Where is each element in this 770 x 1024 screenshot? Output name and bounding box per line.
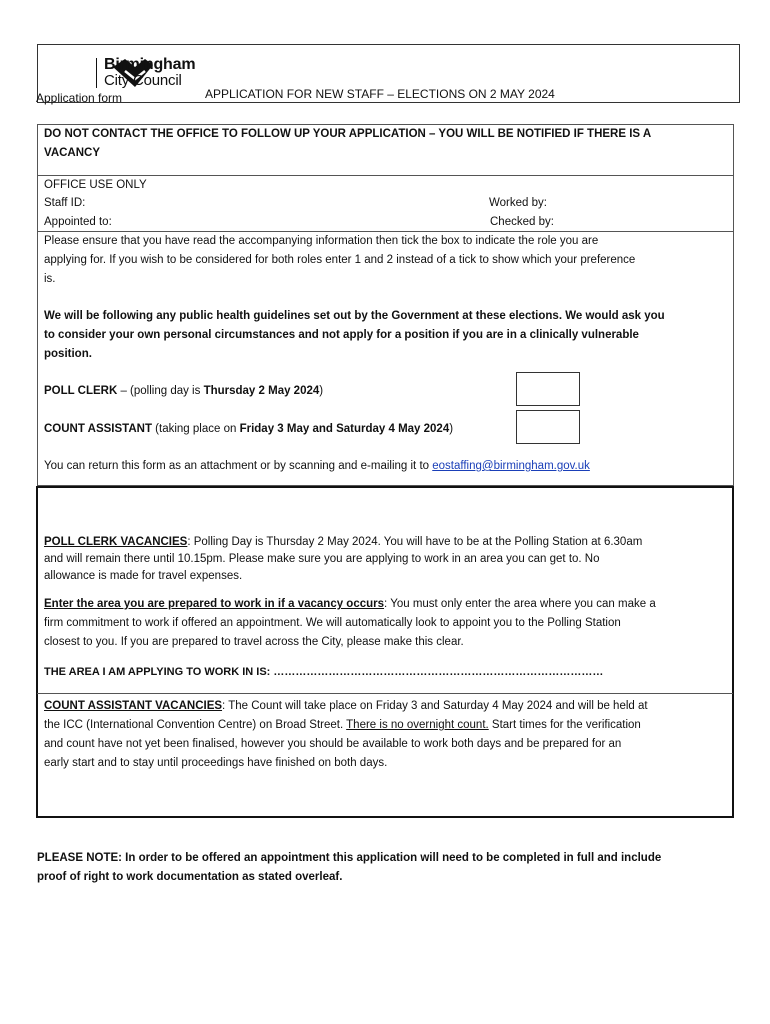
health-line-3: position.: [44, 348, 92, 360]
notice-line-2: VACANCY: [44, 147, 101, 159]
area-line-3: closest to you. If you are prepared to travel across the City, please make this clear.: [44, 636, 464, 648]
logo-text-city-council: City Council: [104, 72, 182, 89]
poll-vacancies-line-3: allowance is made for travel expenses.: [44, 570, 243, 582]
form-title: APPLICATION FOR NEW STAFF – ELECTIONS ON 2 MAY 2024: [205, 87, 555, 101]
office-use-heading: OFFICE USE ONLY: [44, 179, 147, 191]
logo-divider: [96, 58, 97, 88]
health-line-1: We will be following any public health guidelines set out by the Government at these elections. We would ask you: [44, 310, 665, 322]
appointed-to-field[interactable]: Appointed to:: [44, 216, 112, 228]
instructions-line-3: is.: [44, 273, 56, 285]
area-line-1: Enter the area you are prepared to work in if a vacancy occurs: You must only enter the area where you can make a: [44, 598, 656, 610]
instructions-line-2: applying for. If you wish to be considered for both roles enter 1 and 2 instead of a tick to show which your preference: [44, 254, 636, 266]
footer-note-line-2: proof of right to work documentation as stated overleaf.: [37, 871, 343, 883]
instructions-line-1: Please ensure that you have read the accompanying information then tick the box to indicate the role you are: [44, 235, 599, 247]
logo-text-birmingham: Birmingham: [104, 56, 196, 73]
return-instructions: You can return this form as an attachment or by scanning and e-mailing it to eostaffing@birmingham.gov.uk: [44, 460, 590, 472]
document-type-label: Application form: [36, 91, 123, 105]
checked-by-field[interactable]: Checked by:: [490, 216, 554, 228]
poll-vacancies-line-2: and will remain there until 10.15pm. Please make sure you are applying to work in an area you can get to. No: [44, 553, 600, 565]
count-assistant-role-label: COUNT ASSISTANT (taking place on Friday 3 May and Saturday 4 May 2024): [44, 423, 454, 435]
health-line-2: to consider your own personal circumstances and not apply for a position if you are in a clinically vulnerable: [44, 329, 639, 341]
poll-vacancies-line-1: POLL CLERK VACANCIES: Polling Day is Thursday 2 May 2024. You will have to be at the Polling Station at 6.30am: [44, 536, 643, 548]
notice-line-1: DO NOT CONTACT THE OFFICE TO FOLLOW UP YOUR APPLICATION – YOU WILL BE NOTIFIED IF THERE IS A: [44, 128, 652, 140]
divider: [37, 693, 733, 694]
count-assistant-tick-box[interactable]: [516, 410, 580, 444]
count-vacancies-line-3: and count have not yet been finalised, however you should be available to work both days and be prepared for an: [44, 738, 622, 750]
area-input-field[interactable]: THE AREA I AM APPLYING TO WORK IN IS: ………………………………………………………………………………: [44, 666, 604, 678]
count-vacancies-line-1: COUNT ASSISTANT VACANCIES: The Count will take place on Friday 3 and Saturday 4 May 2024 and will be held at: [44, 700, 648, 712]
count-vacancies-line-2: the ICC (International Convention Centre) on Broad Street. There is no overnight count. Start times for the verification: [44, 719, 641, 731]
count-vacancies-line-4: early start and to stay until proceedings have finished on both days.: [44, 757, 388, 769]
worked-by-field[interactable]: Worked by:: [489, 197, 547, 209]
staff-id-field[interactable]: Staff ID:: [44, 197, 86, 209]
poll-clerk-role-label: POLL CLERK – (polling day is Thursday 2 May 2024): [44, 385, 324, 397]
footer-note-line-1: PLEASE NOTE: In order to be offered an appointment this application will need to be completed in full and include: [37, 852, 662, 864]
area-line-2: firm commitment to work if offered an appointment. We will automatically look to appoint you to the Polling Station: [44, 617, 621, 629]
poll-clerk-tick-box[interactable]: [516, 372, 580, 406]
email-link[interactable]: eostaffing@birmingham.gov.uk: [432, 460, 590, 472]
